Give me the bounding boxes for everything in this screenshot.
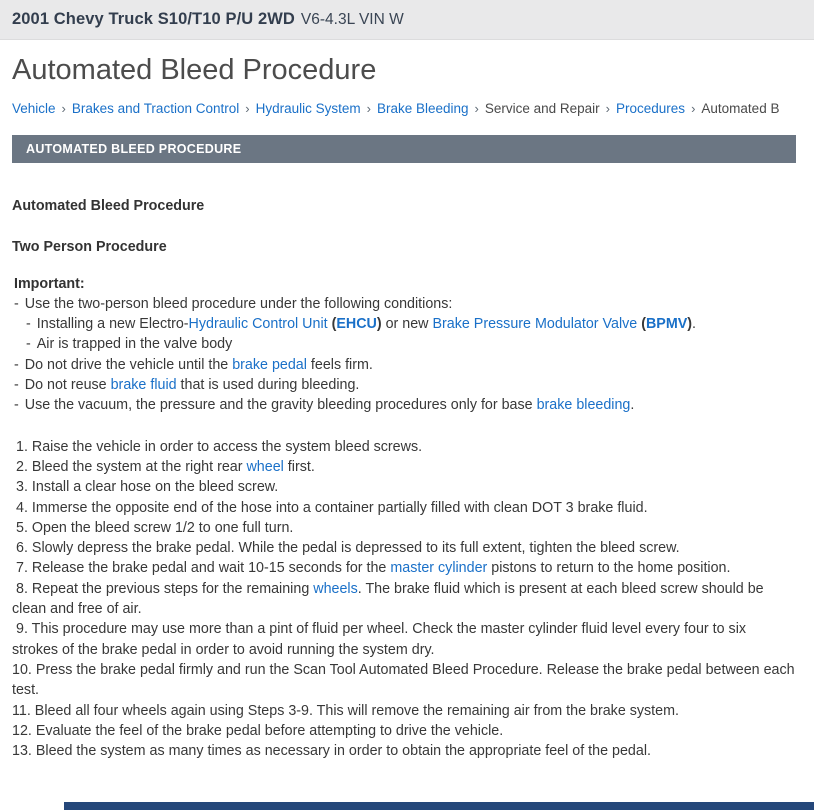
bullet-dash: - xyxy=(26,336,31,353)
bullet-item xyxy=(12,375,796,395)
text-segment: Bleed the system as many times as necessary in order to obtain the appropriate feel of the pedal. xyxy=(35,743,651,760)
bullet-item xyxy=(12,314,796,334)
bullet-item xyxy=(12,334,796,354)
inline-link[interactable]: BPMV xyxy=(645,316,688,333)
content-heading: Automated Bleed Procedure xyxy=(12,198,205,214)
text-segment: Bleed all four wheels again using Steps 3-9. This will remove the remaining air from the brake system. xyxy=(34,702,679,719)
step-number: 5. xyxy=(16,519,32,536)
step-item xyxy=(12,518,796,538)
text-segment: Air is trapped in the valve body xyxy=(36,336,233,353)
text-segment: Use the vacuum, the pressure and the gravity bleeding procedures only for base xyxy=(24,397,537,414)
step-item xyxy=(12,558,796,578)
text-segment: ) xyxy=(376,316,382,333)
breadcrumb-item[interactable]: Vehicle xyxy=(12,101,56,116)
text-segment: Use the two-person bleed procedure under the following conditions: xyxy=(24,295,453,312)
inline-link[interactable]: brake pedal xyxy=(232,356,307,373)
bullet-dash: - xyxy=(14,295,19,312)
text-segment: or new xyxy=(381,316,433,333)
breadcrumb-item[interactable]: Brake Bleeding xyxy=(376,101,469,116)
step-number: 7. xyxy=(16,560,32,577)
step-item xyxy=(12,721,796,741)
text-segment: Open the bleed screw 1/2 to one full turn. xyxy=(31,519,294,536)
step-number: 4. xyxy=(16,499,32,516)
text-segment: feels firm. xyxy=(306,356,373,373)
bullet-item xyxy=(12,355,796,375)
text-segment: ( xyxy=(327,316,337,333)
step-number: 8. xyxy=(16,580,32,597)
step-item xyxy=(12,457,796,477)
text-segment: . xyxy=(692,316,697,333)
text-segment: Do not drive the vehicle until the xyxy=(24,356,233,373)
step-item xyxy=(12,498,796,518)
important-label: Important: xyxy=(14,275,85,292)
inline-link[interactable]: wheel xyxy=(246,458,284,475)
step-number: 2. xyxy=(16,458,32,475)
step-number: 9. xyxy=(16,621,32,638)
breadcrumb-separator-icon: › xyxy=(61,101,66,116)
inline-link[interactable]: wheels xyxy=(313,580,358,597)
inline-link[interactable]: EHCU xyxy=(336,316,377,333)
step-item xyxy=(12,660,796,701)
breadcrumb-item: Automated B xyxy=(701,101,780,116)
steps-list xyxy=(12,437,796,762)
step-item xyxy=(12,538,796,558)
breadcrumb-separator-icon: › xyxy=(245,101,250,116)
text-segment: Press the brake pedal firmly and run the Scan Tool Automated Bleed Procedure. Release the brake pedal between each test. xyxy=(12,661,795,699)
inline-link[interactable]: Hydraulic Control Unit xyxy=(188,316,328,333)
breadcrumb xyxy=(12,100,814,117)
text-segment: Repeat the previous steps for the remaining xyxy=(31,580,314,597)
bullet-dash: - xyxy=(14,377,19,394)
text-segment: . The brake fluid which is present at each bleed screw should be clean and free of air. xyxy=(12,580,764,618)
text-segment: This procedure may use more than a pint of fluid per wheel. Check the master cylinder fluid level every four to six strokes of the brake pedal in order to avoid running the system dry. xyxy=(12,621,747,658)
breadcrumb-separator-icon: › xyxy=(366,101,371,116)
vehicle-engine: V6-4.3L VIN W xyxy=(300,10,404,28)
step-number: 13. xyxy=(12,743,36,760)
breadcrumb-item[interactable]: Procedures xyxy=(616,101,686,116)
vehicle-header-bar xyxy=(0,0,814,40)
breadcrumb-separator-icon: › xyxy=(474,101,479,116)
text-segment: Do not reuse xyxy=(24,377,111,394)
text-segment: Evaluate the feel of the brake pedal before attempting to drive the vehicle. xyxy=(35,722,504,739)
section-header-bar: AUTOMATED BLEED PROCEDURE xyxy=(12,135,796,163)
content-subheading: Two Person Procedure xyxy=(12,239,167,256)
vehicle-title: 2001 Chevy Truck S10/T10 P/U 2WD xyxy=(12,10,295,28)
step-number: 10. xyxy=(12,661,36,678)
bullet-dash: - xyxy=(26,316,31,333)
text-segment: Release the brake pedal and wait 10-15 seconds for the xyxy=(31,560,391,577)
text-segment: . xyxy=(630,397,635,414)
inline-link[interactable]: Brake Pressure Modulator Valve xyxy=(432,316,638,333)
breadcrumb-item[interactable]: Hydraulic System xyxy=(255,101,361,116)
text-segment: Raise the vehicle in order to access the system bleed screws. xyxy=(31,438,423,455)
step-item xyxy=(12,477,796,497)
inline-link[interactable]: brake fluid xyxy=(110,377,177,394)
inline-link[interactable]: master cylinder xyxy=(390,560,488,577)
step-number: 3. xyxy=(16,479,32,496)
text-segment: Immerse the opposite end of the hose into a container partially filled with clean DOT 3 brake fluid. xyxy=(31,499,648,516)
breadcrumb-item[interactable]: Brakes and Traction Control xyxy=(71,101,240,116)
inline-link[interactable]: brake bleeding xyxy=(536,397,631,414)
step-item xyxy=(12,701,796,721)
procedure-content xyxy=(0,196,814,761)
bullet-item xyxy=(12,294,796,314)
text-segment: ( xyxy=(637,316,646,333)
step-number: 1. xyxy=(16,438,32,455)
breadcrumb-item: Service and Repair xyxy=(484,101,600,116)
text-segment: ) xyxy=(687,316,693,333)
step-number: 6. xyxy=(16,540,32,557)
text-segment: Install a clear hose on the bleed screw. xyxy=(31,479,279,496)
text-segment: that is used during bleeding. xyxy=(176,377,360,394)
text-segment: Installing a new Electro- xyxy=(36,316,189,333)
text-segment: Slowly depress the brake pedal. While the pedal is depressed to its full extent, tighten the bleed screw. xyxy=(31,540,680,557)
step-item xyxy=(12,437,796,457)
text-segment: Bleed the system at the right rear xyxy=(31,458,247,475)
bullet-item xyxy=(12,395,796,415)
step-number: 12. xyxy=(12,722,36,739)
step-item xyxy=(12,741,796,761)
bullet-dash: - xyxy=(14,356,19,373)
text-segment: first. xyxy=(283,458,315,475)
footer-bar xyxy=(64,802,814,810)
step-item xyxy=(12,579,796,620)
text-segment: pistons to return to the home position. xyxy=(487,560,731,577)
breadcrumb-separator-icon: › xyxy=(691,101,696,116)
important-list xyxy=(12,294,796,416)
bullet-dash: - xyxy=(14,397,19,414)
step-item xyxy=(12,619,796,660)
breadcrumb-separator-icon: › xyxy=(605,101,611,116)
page-title: Automated Bleed Procedure xyxy=(12,54,377,86)
step-number: 11. xyxy=(12,702,35,719)
